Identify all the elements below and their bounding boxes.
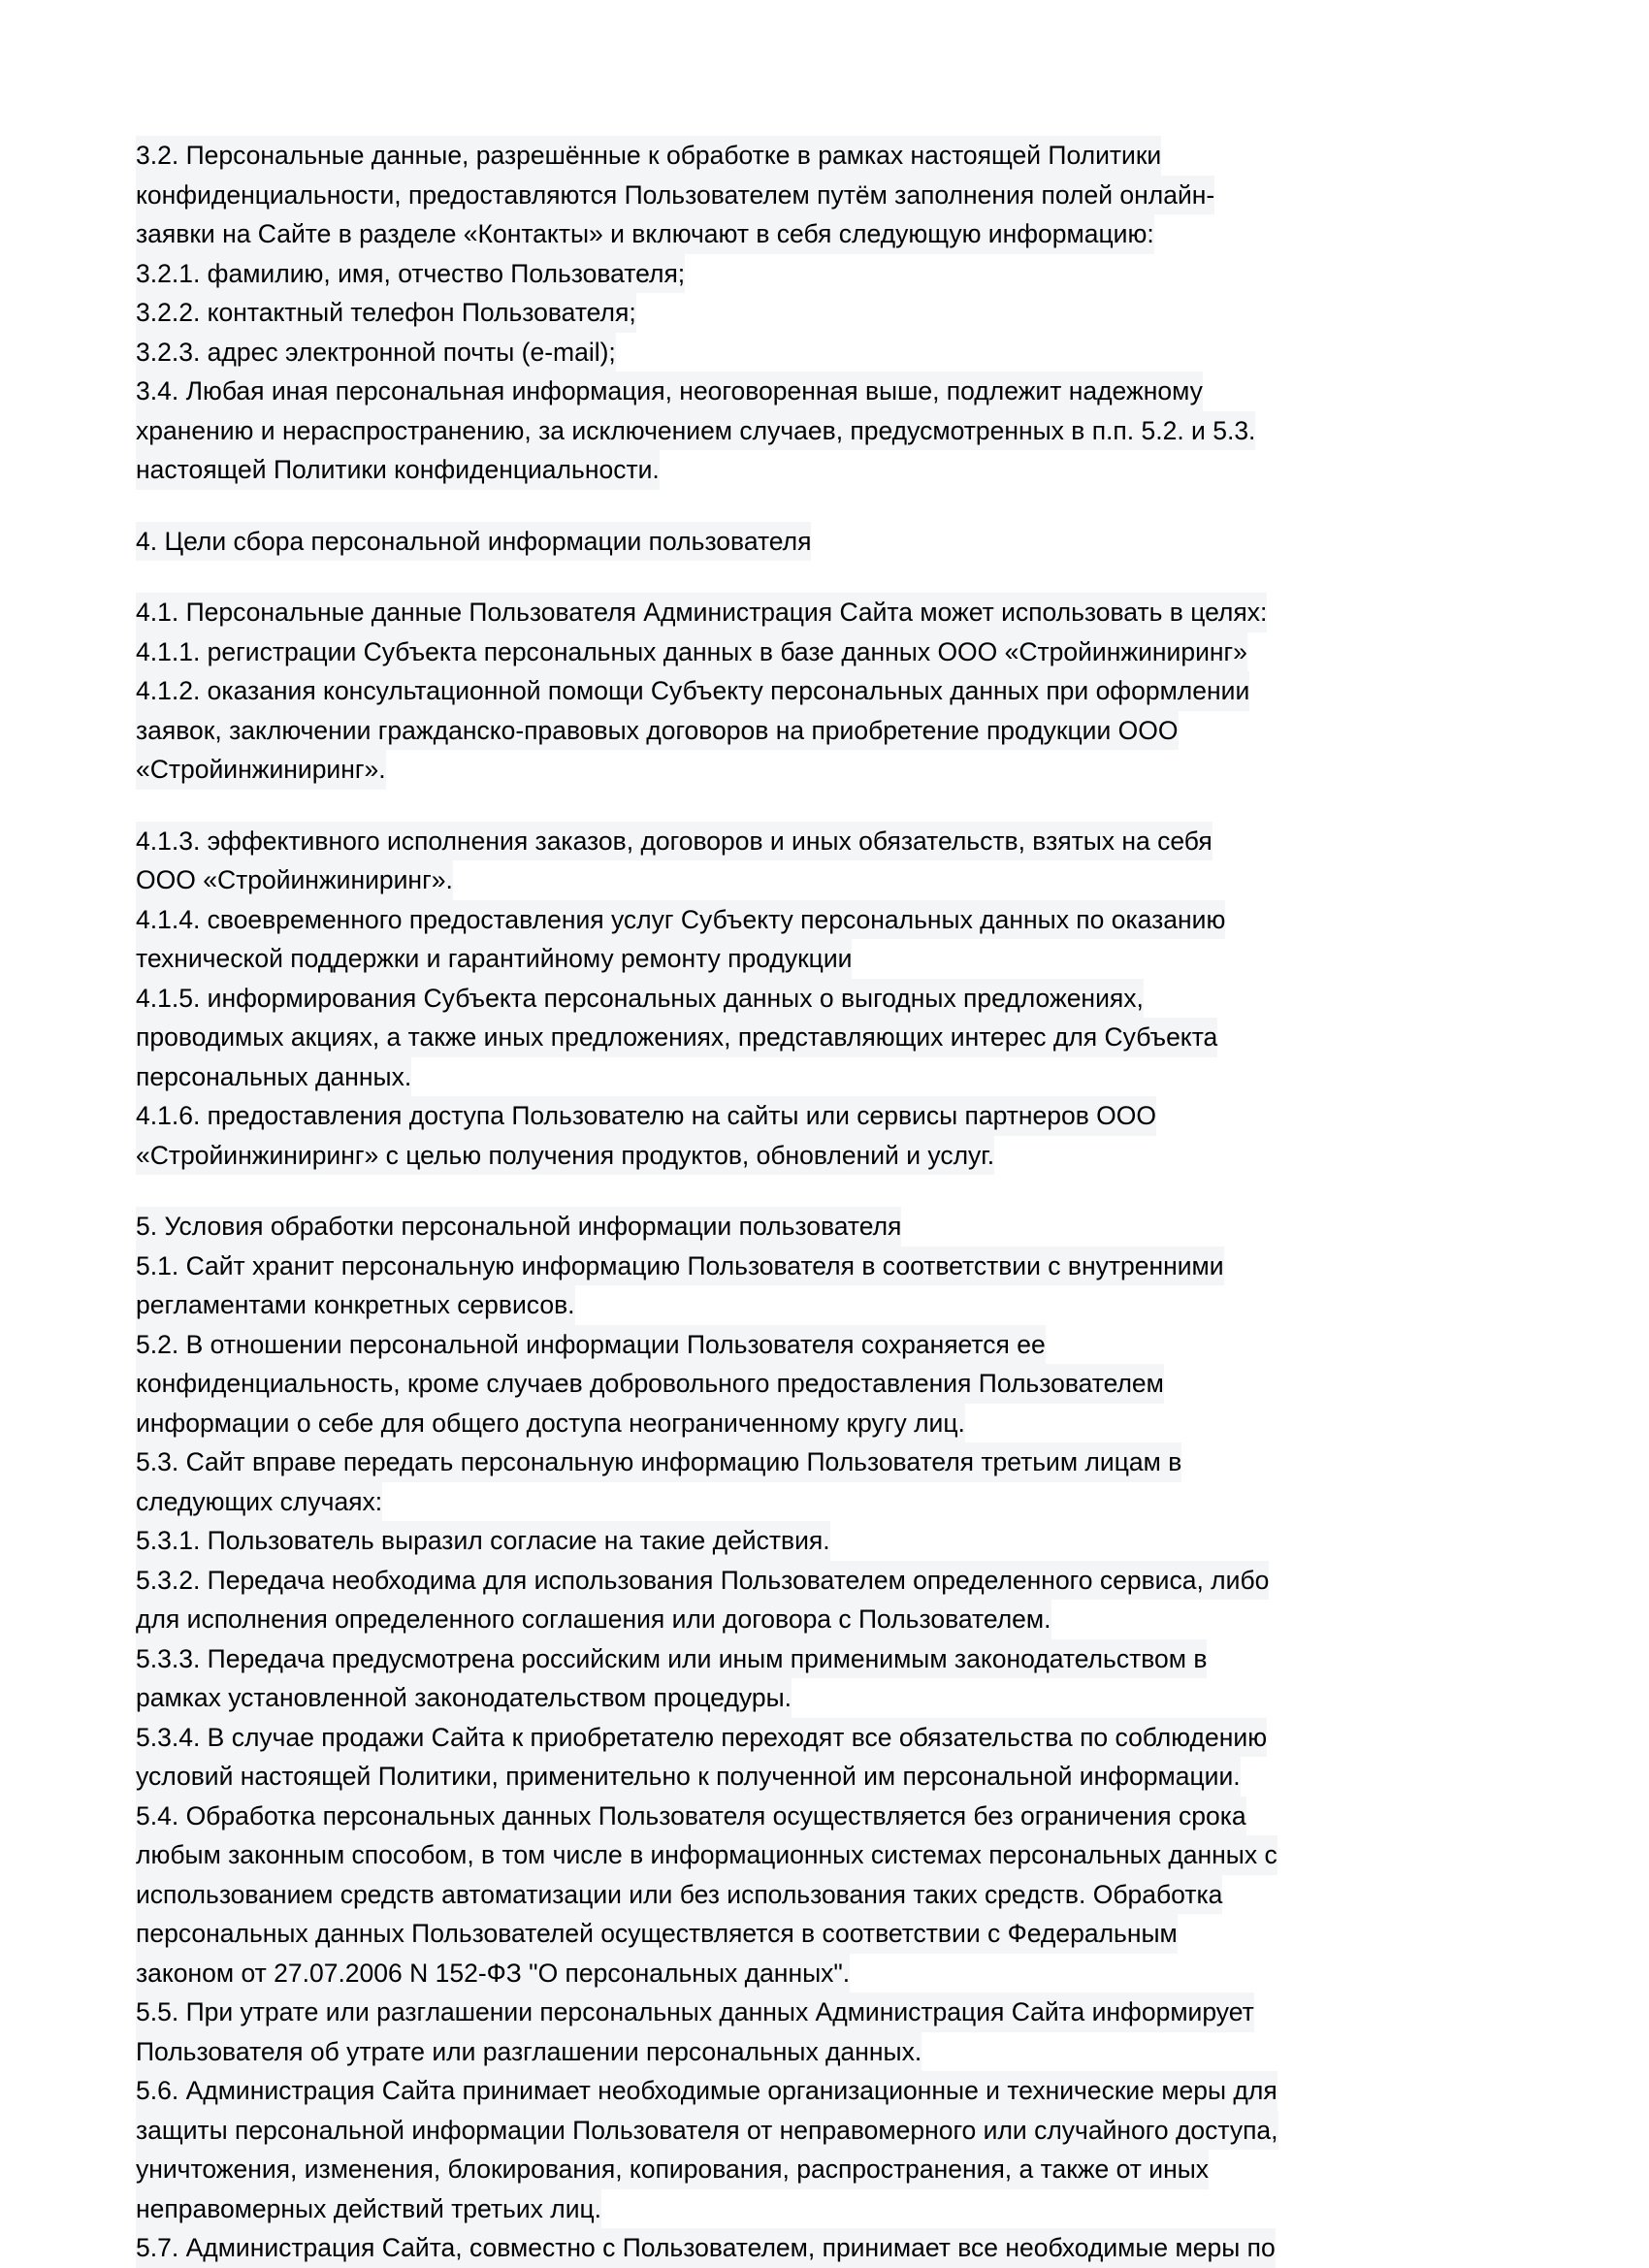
- text-line: «Стройинжиниринг».: [136, 750, 386, 790]
- paragraph: [136, 522, 1494, 562]
- text-line: защиты персональной информации Пользователя от неправомерного или случайного доступа,: [136, 2111, 1278, 2151]
- text-line: уничтожения, изменения, блокирования, копирования, распространения, а также от иных: [136, 2150, 1209, 2189]
- text-line: 5.3.4. В случае продажи Сайта к приобретателю переходят все обязательства по соблюдению: [136, 1718, 1267, 1758]
- text-line: 5.2. В отношении персональной информации Пользователя сохраняется ее: [136, 1325, 1046, 1365]
- paragraph: [136, 136, 1494, 490]
- text-line: 5.6. Администрация Сайта принимает необходимые организационные и технические меры для: [136, 2071, 1277, 2111]
- text-line: 5.3.1. Пользователь выразил согласие на такие действия.: [136, 1521, 830, 1561]
- text-line: 3.4. Любая иная персональная информация, неоговоренная выше, подлежит надежному: [136, 372, 1203, 411]
- text-line: информации о себе для общего доступа неограниченному кругу лиц.: [136, 1404, 965, 1443]
- text-line: технической поддержки и гарантийному ремонту продукции: [136, 939, 852, 979]
- text-line: персональных данных.: [136, 1057, 411, 1097]
- paragraph: [136, 593, 1494, 790]
- text-line: 4.1.2. оказания консультационной помощи Субъекту персональных данных при оформлении: [136, 671, 1249, 711]
- text-line: 5.7. Администрация Сайта, совместно с Пользователем, принимает все необходимые меры по: [136, 2228, 1276, 2268]
- text-line: заявок, заключении гражданско-правовых договоров на приобретение продукции ООО: [136, 711, 1179, 751]
- text-line: конфиденциальность, кроме случаев добровольного предоставления Пользователем: [136, 1364, 1164, 1404]
- text-line: следующих случаях:: [136, 1482, 382, 1522]
- text-line: использованием средств автоматизации или без использования таких средств. Обработка: [136, 1875, 1222, 1915]
- text-line: 4.1.6. предоставления доступа Пользователю на сайты или сервисы партнеров ООО: [136, 1096, 1156, 1136]
- text-line: 5.3.2. Передача необходима для использования Пользователем определенного сервиса, либо: [136, 1561, 1269, 1601]
- text-line: 3.2. Персональные данные, разрешённые к обработке в рамках настоящей Политики: [136, 136, 1161, 176]
- text-line: хранению и нераспространению, за исключением случаев, предусмотренных в п.п. 5.2. и 5.3.: [136, 411, 1255, 451]
- paragraph: [136, 1207, 1494, 2268]
- text-line: 5.1. Сайт хранит персональную информацию Пользователя в соответствии с внутренними: [136, 1247, 1224, 1286]
- text-line: Пользователя об утрате или разглашении персональных данных.: [136, 2032, 922, 2072]
- text-line: «Стройинжиниринг» с целью получения продуктов, обновлений и услуг.: [136, 1136, 994, 1176]
- document-text-body: [136, 136, 1523, 2268]
- text-line: 3.2.2. контактный телефон Пользователя;: [136, 293, 636, 333]
- text-line: 5.4. Обработка персональных данных Пользователя осуществляется без ограничения срока: [136, 1797, 1246, 1836]
- text-line: неправомерных действий третьих лиц.: [136, 2189, 601, 2229]
- text-line: 4.1.5. информирования Субъекта персональных данных о выгодных предложениях,: [136, 979, 1144, 1019]
- text-line: 5.3. Сайт вправе передать персональную информацию Пользователя третьим лицам в: [136, 1442, 1181, 1482]
- text-line: рамках установленной законодательством процедуры.: [136, 1678, 792, 1718]
- text-line: 4. Цели сбора персональной информации пользователя: [136, 522, 811, 562]
- text-line: условий настоящей Политики, применительно к полученной им персональной информации.: [136, 1757, 1241, 1797]
- text-line: 3.2.1. фамилию, имя, отчество Пользователя;: [136, 254, 685, 294]
- text-line: 4.1.4. своевременного предоставления услуг Субъекту персональных данных по оказанию: [136, 900, 1225, 940]
- text-line: 4.1.3. эффективного исполнения заказов, договоров и иных обязательств, взятых на себя: [136, 822, 1212, 861]
- text-line: персональных данных Пользователей осуществляется в соответствии с Федеральным: [136, 1914, 1178, 1954]
- text-line: конфиденциальности, предоставляются Пользователем путём заполнения полей онлайн-: [136, 176, 1214, 215]
- text-line: 4.1. Персональные данные Пользователя Администрация Сайта может использовать в целях:: [136, 593, 1267, 632]
- text-line: законом от 27.07.2006 N 152-ФЗ "О персональных данных".: [136, 1954, 850, 1993]
- text-line: любым законным способом, в том числе в информационных системах персональных данных с: [136, 1835, 1277, 1875]
- text-line: регламентами конкретных сервисов.: [136, 1285, 575, 1325]
- text-line: 5. Условия обработки персональной информации пользователя: [136, 1207, 901, 1247]
- paragraph: [136, 822, 1494, 1176]
- text-line: настоящей Политики конфиденциальности.: [136, 450, 660, 490]
- text-line: проводимых акциях, а также иных предложениях, представляющих интерес для Субъекта: [136, 1018, 1217, 1057]
- text-line: ООО «Стройинжиниринг».: [136, 860, 453, 900]
- text-line: 3.2.3. адрес электронной почты (e-mail);: [136, 333, 616, 373]
- text-line: 5.3.3. Передача предусмотрена российским или иным применимым законодательством в: [136, 1639, 1207, 1679]
- text-line: 5.5. При утрате или разглашении персональных данных Администрация Сайта информирует: [136, 1993, 1254, 2032]
- text-line: для исполнения определенного соглашения или договора с Пользователем.: [136, 1600, 1051, 1639]
- text-line: 4.1.1. регистрации Субъекта персональных данных в базе данных ООО «Стройинжиниринг»: [136, 632, 1247, 672]
- text-line: заявки на Сайте в разделе «Контакты» и включают в себя следующую информацию:: [136, 214, 1154, 254]
